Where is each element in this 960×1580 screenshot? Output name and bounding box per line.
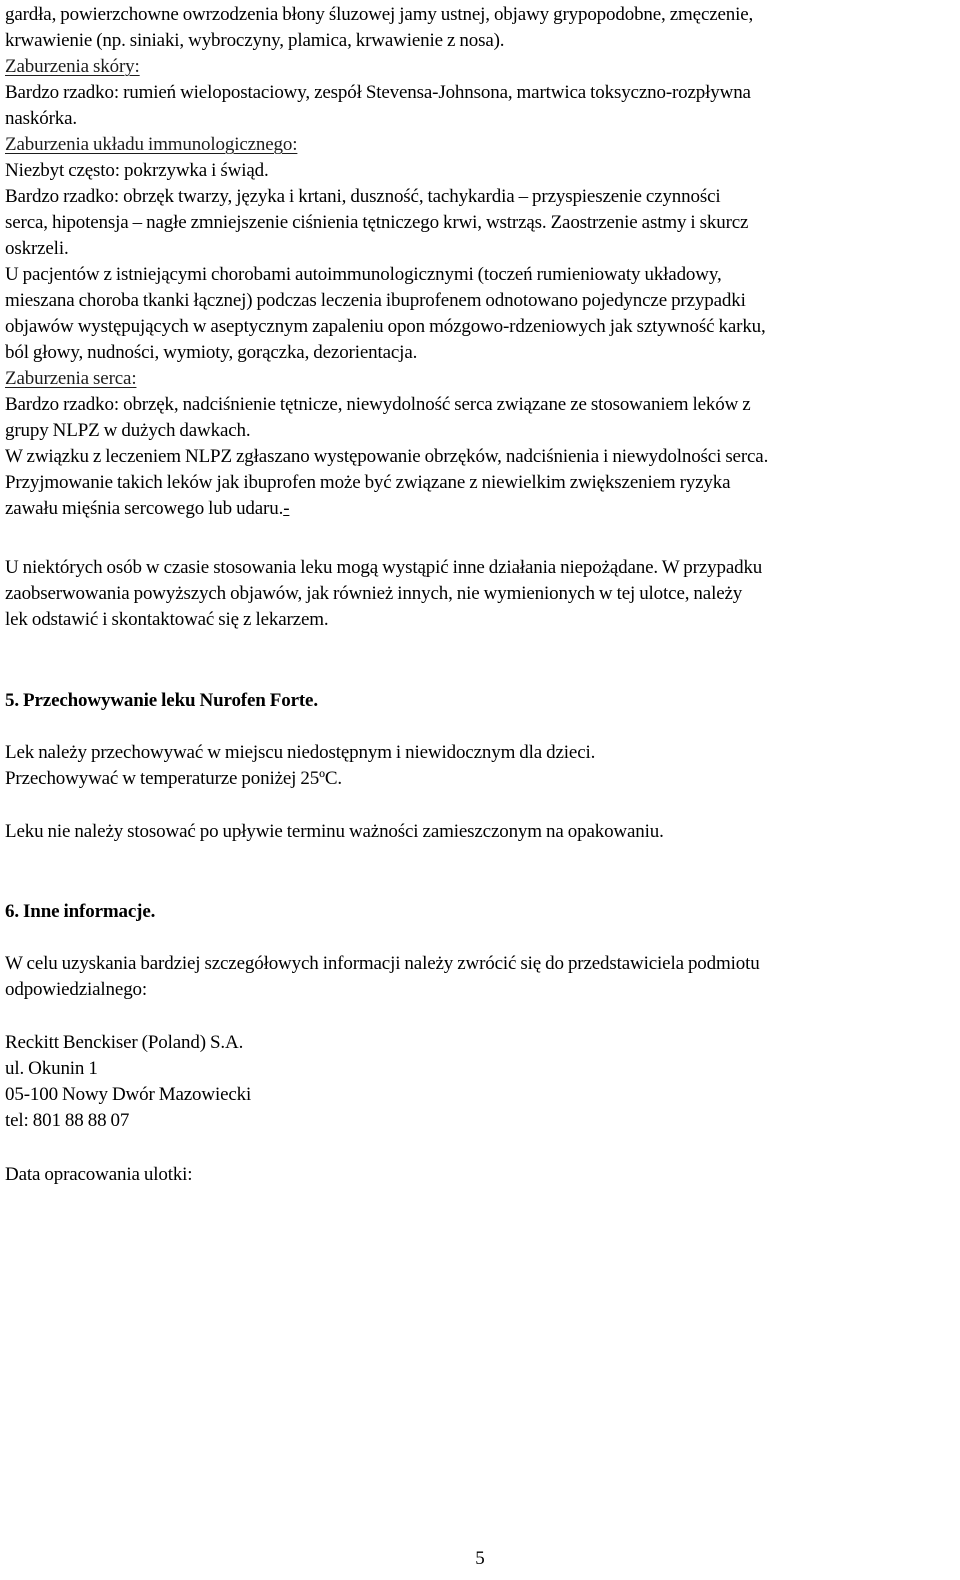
info-text-1: W celu uzyskania bardziej szczegółowych informacji należy zwrócić się do przedstawiciela podmiotu xyxy=(5,953,760,974)
text-line: oskrzeli. xyxy=(5,238,69,259)
section-6-heading: 6. Inne informacje. xyxy=(5,901,156,922)
page-number: 5 xyxy=(475,1548,485,1569)
text-line: gardła, powierzchowne owrzodzenia błony śluzowej jamy ustnej, objawy grypopodobne, zmęczenie, xyxy=(5,4,754,25)
info-text-2: odpowiedzialnego: xyxy=(5,979,148,1000)
date-label: Data opracowania ulotki: xyxy=(5,1164,193,1185)
underlined-dash: - xyxy=(283,498,290,519)
text-line: objawów występujących w aseptycznym zapaleniu opon mózgowo-rdzeniowych jak sztywność karku, xyxy=(5,316,766,337)
section-heading-immune xyxy=(5,132,768,158)
text-line xyxy=(5,496,768,522)
text-line: Bardzo rzadko: obrzęk twarzy, języka i krtani, duszność, tachykardia – przyspieszenie czynności xyxy=(5,186,721,207)
skin-disorders-heading: Zaburzenia skóry: xyxy=(5,56,140,77)
text-line: U niektórych osób w czasie stosowania leku mogą wystąpić inne działania niepożądane. W przypadku xyxy=(5,557,763,578)
section-heading-heart xyxy=(5,366,768,392)
text-line: U pacjentów z istniejącymi chorobami autoimmunologicznymi (toczeń rumieniowaty układowy, xyxy=(5,264,722,285)
storage-text-2: Przechowywać w temperaturze poniżej 25ºC. xyxy=(5,768,342,789)
storage-text-1: Lek należy przechowywać w miejscu niedostępnym i niewidocznym dla dzieci. xyxy=(5,742,596,763)
company-city: 05-100 Nowy Dwór Mazowiecki xyxy=(5,1084,252,1105)
text-line: zaobserwowania powyższych objawów, jak również innych, nie wymienionych w tej ulotce, należy xyxy=(5,583,743,604)
text-line: lek odstawić i skontaktować się z lekarzem. xyxy=(5,609,329,630)
company-phone: tel: 801 88 88 07 xyxy=(5,1110,130,1131)
company-street: ul. Okunin 1 xyxy=(5,1058,98,1079)
text-line: naskórka. xyxy=(5,108,77,129)
storage-text-3: Leku nie należy stosować po upływie terminu ważności zamieszczonym na opakowaniu. xyxy=(5,821,664,842)
text-line: krwawienie (np. siniaki, wybroczyny, plamica, krwawienie z nosa). xyxy=(5,30,505,51)
text-line: W związku z leczeniem NLPZ zgłaszano występowanie obrzęków, nadciśnienia i niewydolności serca. xyxy=(5,446,769,467)
company-address xyxy=(5,1030,251,1134)
text-line: Bardzo rzadko: rumień wielopostaciowy, zespół Stevensa-Johnsona, martwica toksyczno-rozpływna xyxy=(5,82,751,103)
text-line: Przyjmowanie takich leków jak ibuprofen może być związane z niewielkim zwiększeniem ryzyka xyxy=(5,472,731,493)
text-line: ból głowy, nudności, wymioty, gorączka, dezorientacja. xyxy=(5,342,418,363)
text-line: Bardzo rzadko: obrzęk, nadciśnienie tętnicze, niewydolność serca związane ze stosowaniem leków z xyxy=(5,394,751,415)
heart-disorders-heading: Zaburzenia serca: xyxy=(5,368,137,389)
text-line-content: zawału mięśnia sercowego lub udaru. xyxy=(5,498,284,519)
text-line: serca, hipotensja – nagłe zmniejszenie ciśnienia tętniczego krwi, wstrząs. Zaostrzenie astmy i skurcz xyxy=(5,212,749,233)
section-5-heading: 5. Przechowywanie leku Nurofen Forte. xyxy=(5,690,318,711)
section-heading-skin xyxy=(5,54,768,80)
text-line: mieszana choroba tkanki łącznej) podczas leczenia ibuprofenem odnotowano pojedyncze przypadki xyxy=(5,290,746,311)
text-line: Niezbyt często: pokrzywka i świąd. xyxy=(5,160,269,181)
company-name: Reckitt Benckiser (Poland) S.A. xyxy=(5,1032,244,1053)
text-line: grupy NLPZ w dużych dawkach. xyxy=(5,420,251,441)
immune-disorders-heading: Zaburzenia układu immunologicznego: xyxy=(5,134,298,155)
